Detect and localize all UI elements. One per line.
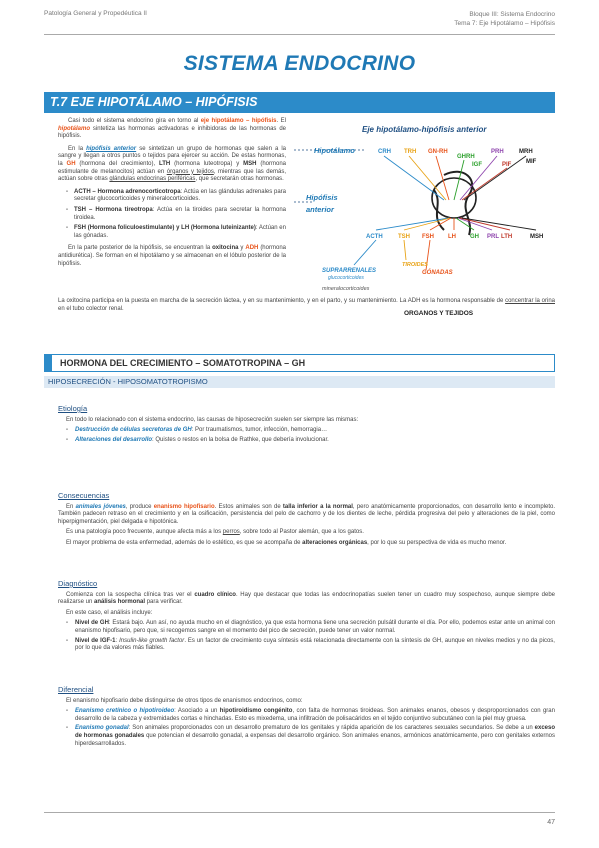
header-course: Patología General y Propedéutica II <box>44 10 147 17</box>
consecuencias-block: Consecuencias En animales jóvenes, produce enanismo hipofisario. Estos animales son de talla inferior a la normal, pero anatómicamente proporcionados, con desarrollo lento e incompleto. También padecen retraso en el crecimiento y en la osificación, persistencia del pelo de cachorro y de los dientes de leche, pérdida progresiva del pelo y alteraciones de la piel, como hiperpigmentación, piel delgada e hipotónica. Es una patología poco frecuente, aunque afecta más a los perros, sobre todo al Pastor alemán, que a los gatos. El mayor problema de esta enfermedad, además de lo estético, es que se acompaña de alteraciones orgánicas, por lo que su perspectiva de vida es mucho menor. <box>58 491 556 546</box>
svg-text:GN-RH: GN-RH <box>428 149 448 155</box>
svg-text:LTH: LTH <box>501 234 513 240</box>
svg-text:GÓNADAS: GÓNADAS <box>422 270 453 276</box>
svg-text:MRH: MRH <box>519 149 533 155</box>
svg-text:GH: GH <box>470 234 479 240</box>
svg-text:GHRH: GHRH <box>457 154 475 160</box>
svg-text:anterior: anterior <box>306 205 334 214</box>
page-header <box>44 8 555 35</box>
section-title-gh: HORMONA DEL CRECIMIENTO – SOMATOTROPINA – GH <box>44 354 555 372</box>
svg-text:MIF: MIF <box>526 159 537 165</box>
diagram-title: Eje hipotálamo-hipófisis anterior <box>362 125 487 134</box>
oxitocina-text: La oxitocina participa en la puesta en marcha de la secreción láctea, y en su mantenimiento, y en el parto, y su mantenimiento. La ADH es la hormona responsable de concentrar la orina en el tubo colector renal. <box>58 298 555 312</box>
etiologia-block: Etiología En todo lo relacionado con el sistema endocrino, las causas de hiposecreción suelen ser siempre las mismas: - Destrucción de células secretoras de GH: Por traumatismos, tumor, infección, hemorragia… - Alteraciones del desarrollo: Quistes o restos en la bolsa de Rathke, que debería involucionar. <box>58 405 555 447</box>
svg-text:IGF: IGF <box>472 162 482 168</box>
subsection-hiposecrecion: HIPOSECRECIÓN - HIPOSOMATOTROPISMO <box>44 376 555 388</box>
diagram-hipotalamo: Hipotálamo <box>314 146 355 155</box>
heading-diferencial: Diferencial <box>58 685 94 694</box>
svg-text:TIROIDES: TIROIDES <box>402 262 428 268</box>
svg-text:PRL: PRL <box>487 234 499 240</box>
svg-text:CRH: CRH <box>378 149 391 155</box>
diagnostico-block: Diagnóstico Comienza con la sospecha clínica tras ver el cuadro clínico. Hay que destacar que todas las endocrinopatías suelen tener un cuadro muy sospechoso, aunque siempre debe realizarse un análisis hormonal para verificar. En este caso, el análisis incluye: - Nivel de GH: Estará bajo. Aun así, no ayuda mucho en el diagnóstico, ya que esta hormona tiene una secreción pulsátil durante el día. Por ello, podemos estar ante un animal con enanismo hipofisario, pero que, si recogemos sangre en el momento del pico de secreción, puede tener un valor normal. - Nivel de IGF-1: Insulin-like growth factor. Es un factor de crecimiento cuya síntesis está relacionada directamente con la síntesis de GH, aunque en niveles medios y no da picos, por lo que da valores más fiables. <box>58 580 555 656</box>
heading-etiologia: Etiología <box>58 404 88 413</box>
svg-text:SUPRARRENALES: SUPRARRENALES <box>322 268 377 274</box>
svg-text:LH: LH <box>448 234 456 240</box>
svg-text:mineralocorticoides: mineralocorticoides <box>322 286 370 292</box>
svg-text:MSH: MSH <box>530 234 544 240</box>
svg-text:PRH: PRH <box>491 149 504 155</box>
svg-text:TRH: TRH <box>404 149 417 155</box>
diferencial-block: Diferencial El enanismo hipofisario debe distinguirse de otros tipos de enanismos endocrinos, como: - Enanismo cretínico o hipotiroideo: Asociado a un hipotiroidismo congénito, con falta de hormonas tiroideas. Son animales enanos, obesos y desproporcionados con gran desarrollo de la cabeza y extremidades cortas e hinchadas. Esto es mixedema, una infiltración de polisacáridos en el tejido conjuntivo subcutáneo con la piel muy gruesa. - Enanismo gonadal: Son animales proporcionados con un desarrollo prematuro de los genitales y rápida aparición de los caracteres sexuales secundarios. Se debe a un exceso de hormonas gonadales que potencian el desarrollo gonadal, a expensas del desarrollo orgánico. Son animales enanos, armónicos anatómicamente, pero con genitales externos hiperdesarrollados. <box>58 686 555 751</box>
header-topic: Bloque III: Sistema Endocrino Tema 7: Eje Hipotálamo – Hipófisis <box>454 11 555 27</box>
svg-text:glucocorticoides: glucocorticoides <box>328 275 364 281</box>
page-number: 47 <box>44 812 555 826</box>
svg-text:FSH: FSH <box>422 234 434 240</box>
heading-consecuencias: Consecuencias <box>58 491 110 500</box>
svg-text:ACTH: ACTH <box>366 234 383 240</box>
page-title: SISTEMA ENDOCRINO <box>183 52 416 75</box>
heading-diagnostico: Diagnóstico <box>58 579 98 588</box>
svg-text:PIF: PIF <box>502 162 512 168</box>
hormone-labels-bottom <box>366 234 543 240</box>
intro-text: Casi todo el sistema endocrino gira en torno al eje hipotálamo – hipófisis. El hipotálamo sintetiza las hormonas activadoras e inhibidoras de las hormonas de hipófisis. En la hipófisis anterior se sintetizan un grupo de hormonas que salen a la sangre y llegan a otros puntos o tejidos para ejercer su acción. De estas hormonas, la GH (hormona del crecimiento), LTH (hormona luteotropa) y MSH (hormona estimulante de melanocitos) actúan en órganos y tejidos, mientras que las demás, actúan sobre otras glándulas endocrinas periféricas, que secretarán otras hormonas. - ACTH – Hormona adrenocorticotropa: Actúa en las glándulas adrenales para secretar glucocorticoides y mineralocorticoides. - TSH – Hormona tireotropa: Actúa en la tiroides para secretar la hormona tiroidea. - FSH (Hormona foliculoestimulante) y LH (Hormona luteinizante): Actúan en las gónadas. En la parte posterior de la hipófisis, se encuentran la oxitocina y ADH (hormona antidiurética). Se forman en el hipotálamo y se almacenan en el lóbulo posterior de la hipófisis. <box>58 118 286 273</box>
svg-text:TSH: TSH <box>398 234 410 240</box>
diagram-hipofisis: Hipófisis <box>306 193 338 202</box>
section-title-eje: T.7 EJE HIPOTÁLAMO – HIPÓFISIS <box>44 92 555 113</box>
diagram-footer: ORGANOS Y TEJIDOS <box>404 310 474 317</box>
